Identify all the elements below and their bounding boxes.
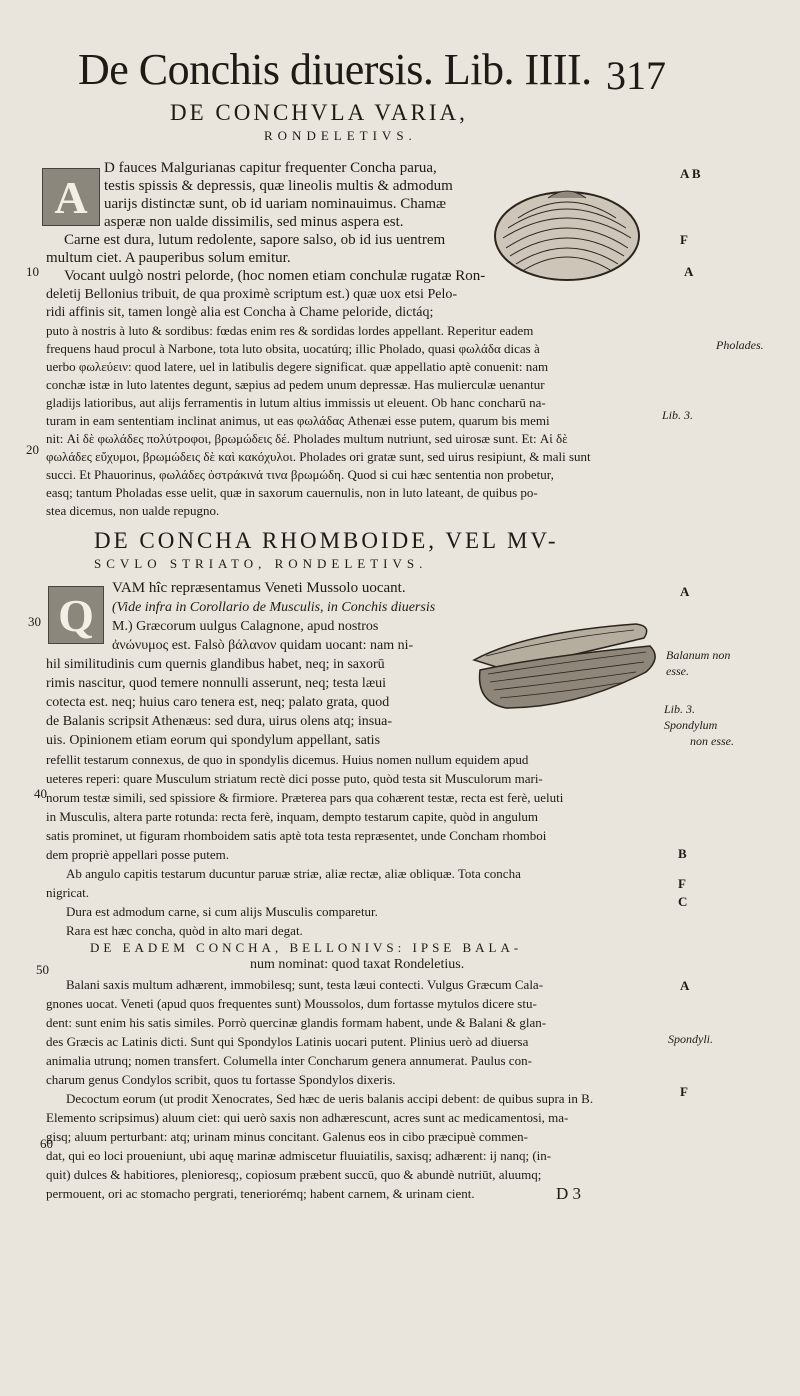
text-line: ridi affinis sit, tamen longè alia est Concha à Chame peloride, dictáq; [46, 305, 434, 320]
text-line: φωλάδες εὔχυμοι, βρωμώδεις δὲ καὶ κακόχυλοι. Pholades ori gratæ sunt, sed uirus resipiunt, & mali sunt [46, 449, 591, 464]
line-number: 40 [34, 786, 47, 801]
margin-note: Balanum non [666, 648, 731, 662]
margin-letter: A B [680, 166, 701, 181]
margin-letter: F [680, 1084, 688, 1099]
margin-letter: B [678, 846, 687, 861]
text-line: Rara est hæc concha, quòd in alto mari degat. [66, 923, 303, 938]
text-line: easq; tantum Pholadas esse uelit, quæ in saxorum cauernulis, non in luto lateant, de quibus po- [46, 485, 538, 500]
text-line: D fauces Malgurianas capitur frequenter Concha parua, [104, 160, 437, 176]
margin-letter: F [680, 232, 688, 247]
text-line: gisq; aluum perturbant: atq; urinam minus concitant. Galenus eos in cibo præcipuè commen- [46, 1129, 528, 1144]
text-line: turam in eam sententiam inclinat animus, ut eas φωλάδας Athenæi esse putem, quarum bis memi [46, 413, 550, 428]
decorated-initial-q: Q [48, 586, 104, 644]
margin-note: Spondylum [664, 718, 718, 732]
text-line: Elemento scripsimus) aluum ciet: qui uerò saxis non adhærescunt, acres sunt ac medicamentosi, ma- [46, 1110, 569, 1125]
section-author: RONDELETIVS. [264, 128, 417, 143]
text-line: in Musculis, altera parte rotunda: recta ferè, inquam, dempto testarum capite, quòd in angulum [46, 809, 539, 824]
margin-note: esse. [666, 664, 689, 678]
text-line: M.) Græcorum uulgus Calagnone, apud nostros [112, 619, 379, 634]
text-line: nigricat. [46, 885, 89, 900]
text-line: dat, qui eo loci proueniunt, ubi aquę marinæ admiscetur fluuiatilis, saxisq; adhærent: ij nanq; (in- [46, 1148, 552, 1163]
section-title-concha-rhomboide: DE CONCHA RHOMBOIDE, VEL MV- [94, 528, 559, 553]
margin-letter: A [680, 584, 690, 599]
text-line: uerbo φωλεύειν: quod latere, uel in latibulis degere significat. quæ appellatio aptè conuenit: nam [46, 359, 549, 374]
text-line: dent: sunt enim his satis similes. Porrò quercinæ glandis formam habent, unde & Balani & glan- [46, 1015, 547, 1030]
margin-letter: A [680, 978, 690, 993]
margin-note: Lib. 3. [662, 408, 694, 422]
margin-letter: C [678, 894, 688, 909]
text-line: testis spissis & depressis, quæ lineolis multis & admodum [104, 178, 453, 194]
margin-letter: F [678, 876, 686, 891]
text-line: puto à nostris à luto & sordibus: fœdas enim res & sordidas lordes appellant. Reperitur eadem [46, 323, 534, 338]
section-title-conchula-varia: DE CONCHVLA VARIA, [170, 100, 468, 125]
text-line: (Vide infra in Corollario de Musculis, in Conchis diuersis [112, 600, 436, 615]
text-line: uarijs distinctæ sunt, ob id uariam nominauimus. Chamæ [104, 196, 447, 212]
running-header-title: De Conchis diuersis. Lib. IIII. [78, 45, 592, 94]
text-line: multum ciet. A pauperibus solum emitur. [46, 250, 291, 266]
line-number: 50 [36, 962, 49, 977]
text-line: Decoctum eorum (ut prodit Xenocrates, Sed hæc de ueris balanis accipi debent: de quibus supra in B. [66, 1091, 594, 1106]
text-line: frequens haud procul à Narbone, tota luto obsita, uocatúrq; illic Pholado, quasi φωλάδα dicas à [46, 341, 540, 356]
text-line: Carne est dura, lutum redolente, sapore salso, ob id ius uentrem [64, 232, 446, 248]
text-line: Balani saxis multum adhærent, immobilesq; sunt, testa læui contecti. Vulgus Græcum Cala- [66, 977, 544, 992]
text-line: satis prominet, ut figuram rhomboidem satis aptè tota testa repræsentet, unde Concham rhomboi [46, 828, 547, 843]
text-line: deletij Bellonius tribuit, de qua proximè scriptum est.) quæ uox etsi Pelo- [46, 287, 457, 302]
text-line: VAM hîc repræsentamus Veneti Mussolo uocant. [112, 580, 406, 596]
margin-note: non esse. [690, 734, 734, 748]
text-line: nit: Αἱ δὲ φωλάδες πολύτροφοι, βρωμώδεις δέ. Pholades multum nutriunt, sed uirosæ sunt. Et: Αἱ δὲ [46, 431, 568, 446]
text-line: gladijs latioribus, aut alijs ferramentis in lutum altius immissis ut eleuent. Ob hanc concharū na- [46, 395, 546, 410]
margin-letter: A [684, 264, 694, 279]
text-line: de Balanis scripsit Athenæus: sed dura, uirus olens atq; insua- [46, 714, 393, 729]
section-subtitle: num nominat: quod taxat Rondeletius. [250, 957, 465, 972]
text-line: refellit testarum connexus, de quo in spondylis dicemus. Huius nomen nullum equidem apud [46, 752, 529, 767]
margin-note: Pholades. [716, 338, 764, 352]
page-number: 317 [606, 53, 666, 98]
text-line: Ab angulo capitis testarum ducuntur paruæ striæ, aliæ rectæ, aliæ obliquæ. Tota concha [66, 866, 521, 881]
text-line: Dura est admodum carne, si cum alijs Musculis comparetur. [66, 904, 378, 919]
line-number: 30 [28, 614, 41, 629]
text-line: gnones uocat. Veneti (apud quos frequentes sunt) Moussolos, dum fortasse mytulos dicere stu- [46, 996, 537, 1011]
text-line: dem propriè appellari posse putem. [46, 847, 230, 862]
margin-note: Lib. 3. [664, 702, 696, 716]
text-line: asperæ non ualde dissimilis, sed minus aspera est. [104, 214, 404, 230]
conchula-varia-illustration [488, 178, 646, 288]
section-subtitle: SCVLO STRIATO, RONDELETIVS. [94, 556, 428, 571]
text-line: Vocant uulgò nostri pelorde, (hoc nomen etiam conchulæ rugatæ Ron- [64, 268, 486, 284]
line-number: 60 [40, 1136, 53, 1151]
text-line: ueteres reperi: quare Musculum striatum rectè dici posse puto, quòd testa sit Musculorum mari- [46, 771, 543, 786]
text-line: quit) dulces & habitiores, plenioresq;, copiosum præbent succū, quo & abundè nutriūt, aluumq; [46, 1167, 542, 1182]
text-line: permouent, ori ac stomacho pergrati, teneriorémq; habent carnem, & urinam cient. [46, 1186, 475, 1201]
text-line: des Græcis ac Latinis dicti. Sunt qui Spondylos Latinis uocari putent. Plinius uerò ad diuersa [46, 1034, 529, 1049]
section-title-de-eadem-concha: DE EADEM CONCHA, BELLONIVS: IPSE BALA- [90, 940, 523, 955]
text-line: norum testæ simili, sed spissiore & firmiore. Præterea pars qua cohærent testæ, recta est ferè, ueluti [46, 790, 564, 805]
text-line: animalia utrunq; nomen transfert. Columella inter Concharum genera annumerat. Paulus con- [46, 1053, 532, 1068]
text-line: conchæ istæ in luto latentes degunt, sæpius ad pedem unum depressæ. Has mulierculæ uenantur [46, 377, 545, 392]
text-line: charum genus Condylos scribit, quos tu fortasse Spondylos dixeris. [46, 1072, 396, 1087]
text-line: uis. Opinionem etiam eorum qui spondylum appellant, satis [46, 733, 381, 748]
decorated-initial-a: A [42, 168, 100, 226]
text-line: succi. Et Phauorinus, φωλάδες ὀστράκινά τινα βρωμώδη. Quod si cui hæc sententia non probetur, [46, 467, 554, 482]
signature-mark: D 3 [556, 1184, 582, 1203]
margin-note: Spondyli. [668, 1032, 713, 1046]
text-line: stea dicemus, non ualde repugno. [46, 503, 220, 518]
line-number: 10 [26, 264, 39, 279]
line-number: 20 [26, 442, 39, 457]
text-line: rimis nascitur, quod temere nonnulli asserunt, neq; testa læui [46, 676, 387, 691]
text-line: hil similitudinis cum quernis glandibus habet, neq; in saxorū [46, 657, 385, 672]
text-line: cotecta est. neq; huius caro tenera est, neq; palato grata, quod [46, 695, 390, 710]
text-line: ἀνώνυμος est. Falsò βάλανον quidam uocant: nam ni- [112, 638, 414, 653]
concha-rhomboide-illustration [466, 612, 666, 722]
